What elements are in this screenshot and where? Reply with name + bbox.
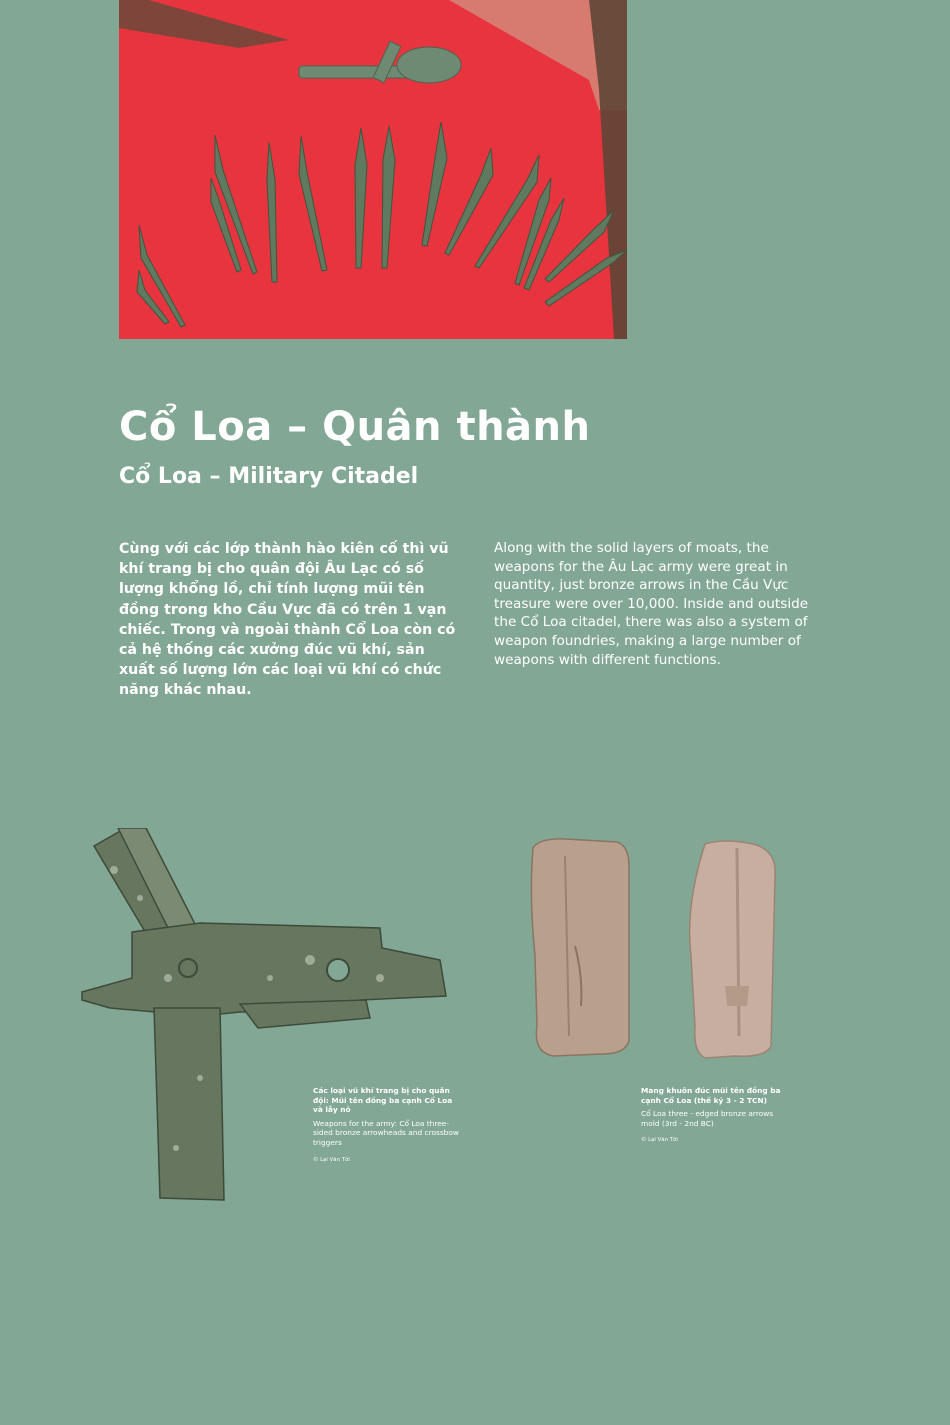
caption-mold (641, 1086, 791, 1146)
stone-mold-icon (525, 836, 783, 1061)
caption-weapons-english: Weapons for the army: Cổ Loa three-sided bronze arrowheads and crossbow triggers (313, 1118, 459, 1147)
arrowheads-display-photo (119, 0, 627, 339)
caption-mold-english: Cổ Loa three - edged bronze arrows mold (3rd - 2nd BC) (641, 1109, 774, 1128)
caption-mold-credit: © Lại Văn Tới (641, 1137, 678, 1144)
body-text-vietnamese: Cùng với các lớp thành hào kiên cố thì vũ khí trang bị cho quân đội Âu Lạc có số lượng khổng lồ, chỉ tính lượng mũi tên đồng trong kho Cầu Vực đã có trên 1 vạn chiếc. Trong và ngoài thành Cổ Loa còn có cả hệ thống các xưởng đúc vũ khí, sản xuất số lượng lớn các loại vũ khí có chức năng khác nhau. (119, 541, 456, 699)
caption-mold-vietnamese: Mang khuôn đúc mũi tên đồng ba cạnh Cổ Loa (thế kỷ 3 - 2 TCN) (641, 1086, 781, 1105)
bronze-arrowheads-icon (119, 0, 627, 339)
page-subtitle: Cổ Loa – Military Citadel (119, 464, 419, 489)
page-title: Cổ Loa – Quân thành (119, 404, 591, 450)
caption-weapons-vietnamese: Các loại vũ khí trang bị cho quân đội: Mũi tên đồng ba cạnh Cổ Loa và lẫy nỏ (313, 1086, 453, 1115)
stone-molds-photo (525, 836, 783, 1061)
caption-weapons (313, 1086, 463, 1165)
caption-weapons-credit: © Lại Văn Tới (313, 1156, 350, 1163)
body-text-english: Along with the solid layers of moats, the weapons for the Âu Lạc army were great in quantity, just bronze arrows in the Cầu Vực treasure were over 10,000. Inside and outside the Cổ Loa citadel, there was also a system of weapon foundries, making a large number of weapons with different functions. (494, 540, 809, 668)
